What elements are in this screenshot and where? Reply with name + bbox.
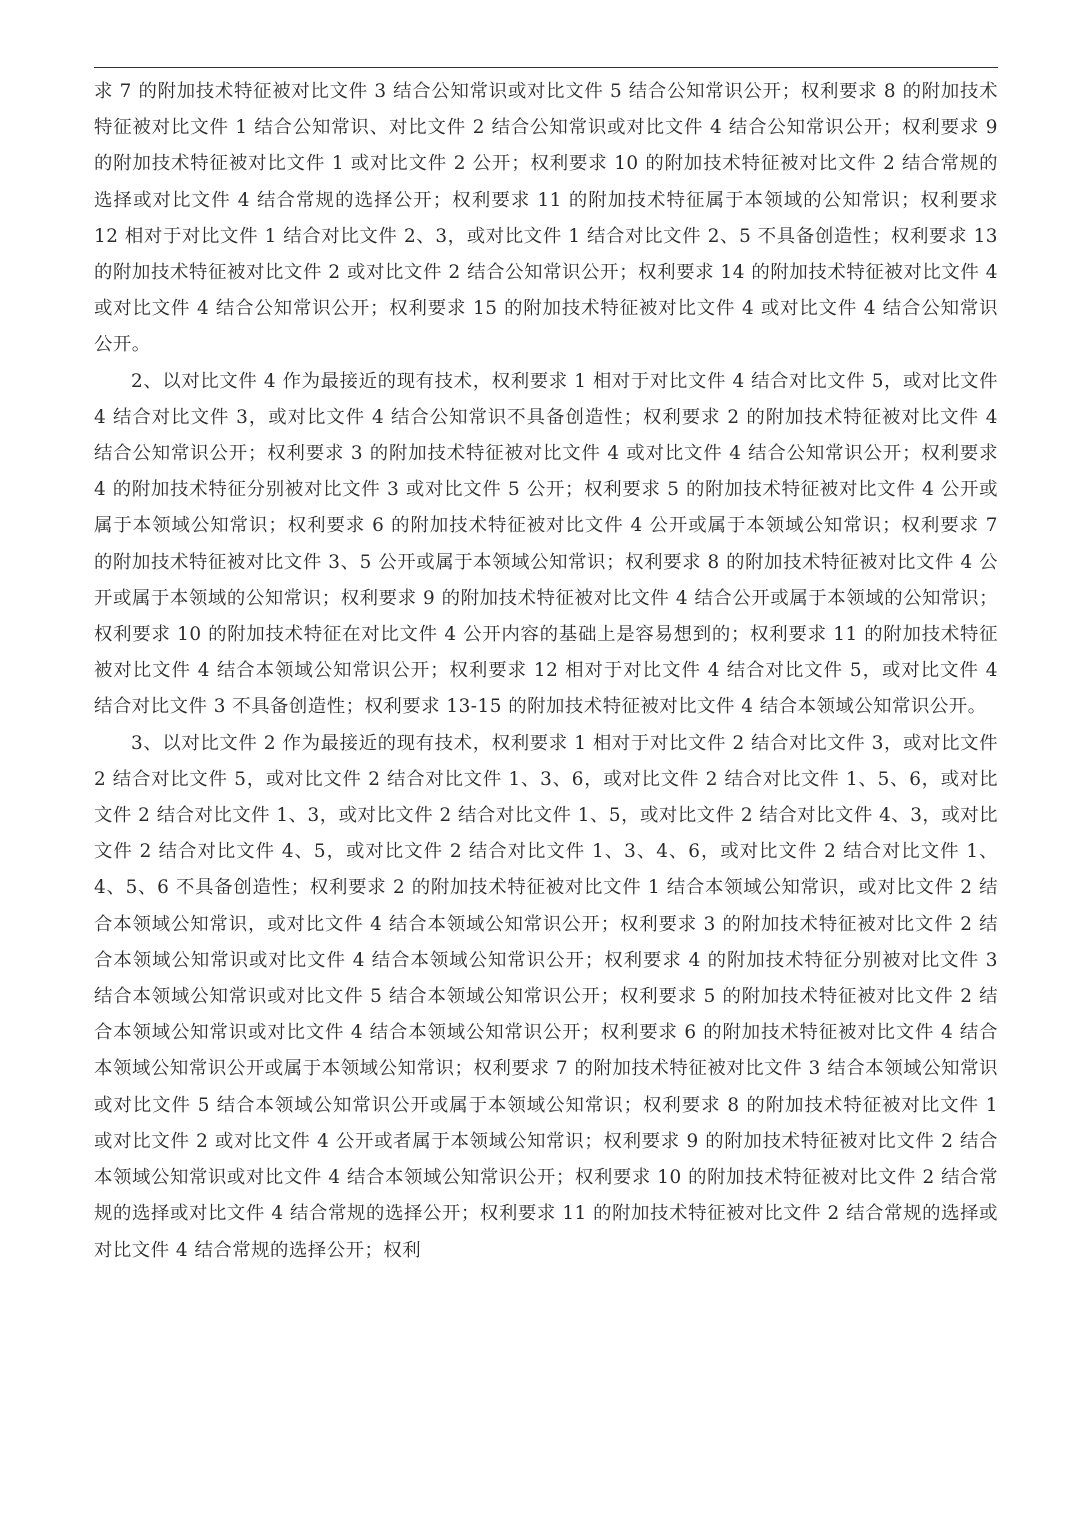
paragraph-item-2: 2、以对比文件 4 作为最接近的现有技术，权利要求 1 相对于对比文件 4 结合对比文件 5，或对比文件 4 结合对比文件 3，或对比文件 4 结合公知常识不具备创造性；权利要求 2 的附加技术特征被对比文件 4 结合公知常识公开；权利要求 3 的附加技术特征被对比文件 4 或对比文件 4 结合公知常识公开；权利要求 4 的附加技术特征分别被对比文件 3 或对比文件 5 公开；权利要求 5 的附加技术特征被对比文件 4 公开或属于本领域公知常识；权利要求 6 的附加技术特征被对比文件 4 公开或属于本领域公知常识；权利要求 7 的附加技术特征被对比文件 3、5 公开或属于本领域公知常识；权利要求 8 的附加技术特征被对比文件 4 公开或属于本领域的公知常识；权利要求 9 的附加技术特征被对比文件 4 结合公开或属于本领域的公知常识；权利要求 10 的附加技术特征在对比文件 4 公开内容的基础上是容易想到的；权利要求 11 的附加技术特征被对比文件 4 结合本领域公知常识公开；权利要求 12 相对于对比文件 4 结合对比文件 5，或对比文件 4 结合对比文件 3 不具备创造性；权利要求 13-15 的附加技术特征被对比文件 4 结合本领域公知常识公开。 [94,370,998,718]
paragraph-item-3: 3、以对比文件 2 作为最接近的现有技术，权利要求 1 相对于对比文件 2 结合对比文件 3，或对比文件 2 结合对比文件 5，或对比文件 2 结合对比文件 1、3、6，或对比文件 2 结合对比文件 1、5、6，或对比文件 2 结合对比文件 1、3，或对比文件 2 结合对比文件 1、5，或对比文件 2 结合对比文件 4、3，或对比文件 2 结合对比文件 4、5，或对比文件 2 结合对比文件 1、3、4、6，或对比文件 2 结合对比文件 1、4、5、6 不具备创造性；权利要求 2 的附加技术特征被对比文件 1 结合本领域公知常识，或对比文件 2 结合本领域公知常识，或对比文件 4 结合本领域公知常识公开；权利要求 3 的附加技术特征被对比文件 2 结合本领域公知常识或对比文件 4 结合本领域公知常识公开；权利要求 4 的附加技术特征分别被对比文件 3 结合本领域公知常识或对比文件 5 结合本领域公知常识公开；权利要求 5 的附加技术特征被对比文件 2 结合本领域公知常识或对比文件 4 结合本领域公知常识公开；权利要求 6 的附加技术特征被对比文件 4 结合本领域公知常识公开或属于本领域公知常识；权利要求 7 的附加技术特征被对比文件 3 结合本领域公知常识或对比文件 5 结合本领域公知常识公开或属于本领域公知常识；权利要求 8 的附加技术特征被对比文件 1 或对比文件 2 或对比文件 4 公开或者属于本领域公知常识；权利要求 9 的附加技术特征被对比文件 2 结合本领域公知常识或对比文件 4 结合本领域公知常识公开；权利要求 10 的附加技术特征被对比文件 2 结合常规的选择或对比文件 4 结合常规的选择公开；权利要求 11 的附加技术特征被对比文件 2 结合常规的选择或对比文件 4 结合常规的选择公开；权利 [94,732,998,1261]
header-rule [94,67,998,68]
document-body [94,74,998,1269]
paragraph-continuation: 求 7 的附加技术特征被对比文件 3 结合公知常识或对比文件 5 结合公知常识公开；权利要求 8 的附加技术特征被对比文件 1 结合公知常识、对比文件 2 结合公知常识或对比文件 4 结合公知常识公开；权利要求 9 的附加技术特征被对比文件 1 或对比文件 2 公开；权利要求 10 的附加技术特征被对比文件 2 结合常规的选择或对比文件 4 结合常规的选择公开；权利要求 11 的附加技术特征属于本领域的公知常识；权利要求 12 相对于对比文件 1 结合对比文件 2、3，或对比文件 1 结合对比文件 2、5 不具备创造性；权利要求 13 的附加技术特征被对比文件 2 或对比文件 2 结合公知常识公开；权利要求 14 的附加技术特征被对比文件 4 或对比文件 4 结合公知常识公开；权利要求 15 的附加技术特征被对比文件 4 或对比文件 4 结合公知常识公开。 [94,81,998,356]
